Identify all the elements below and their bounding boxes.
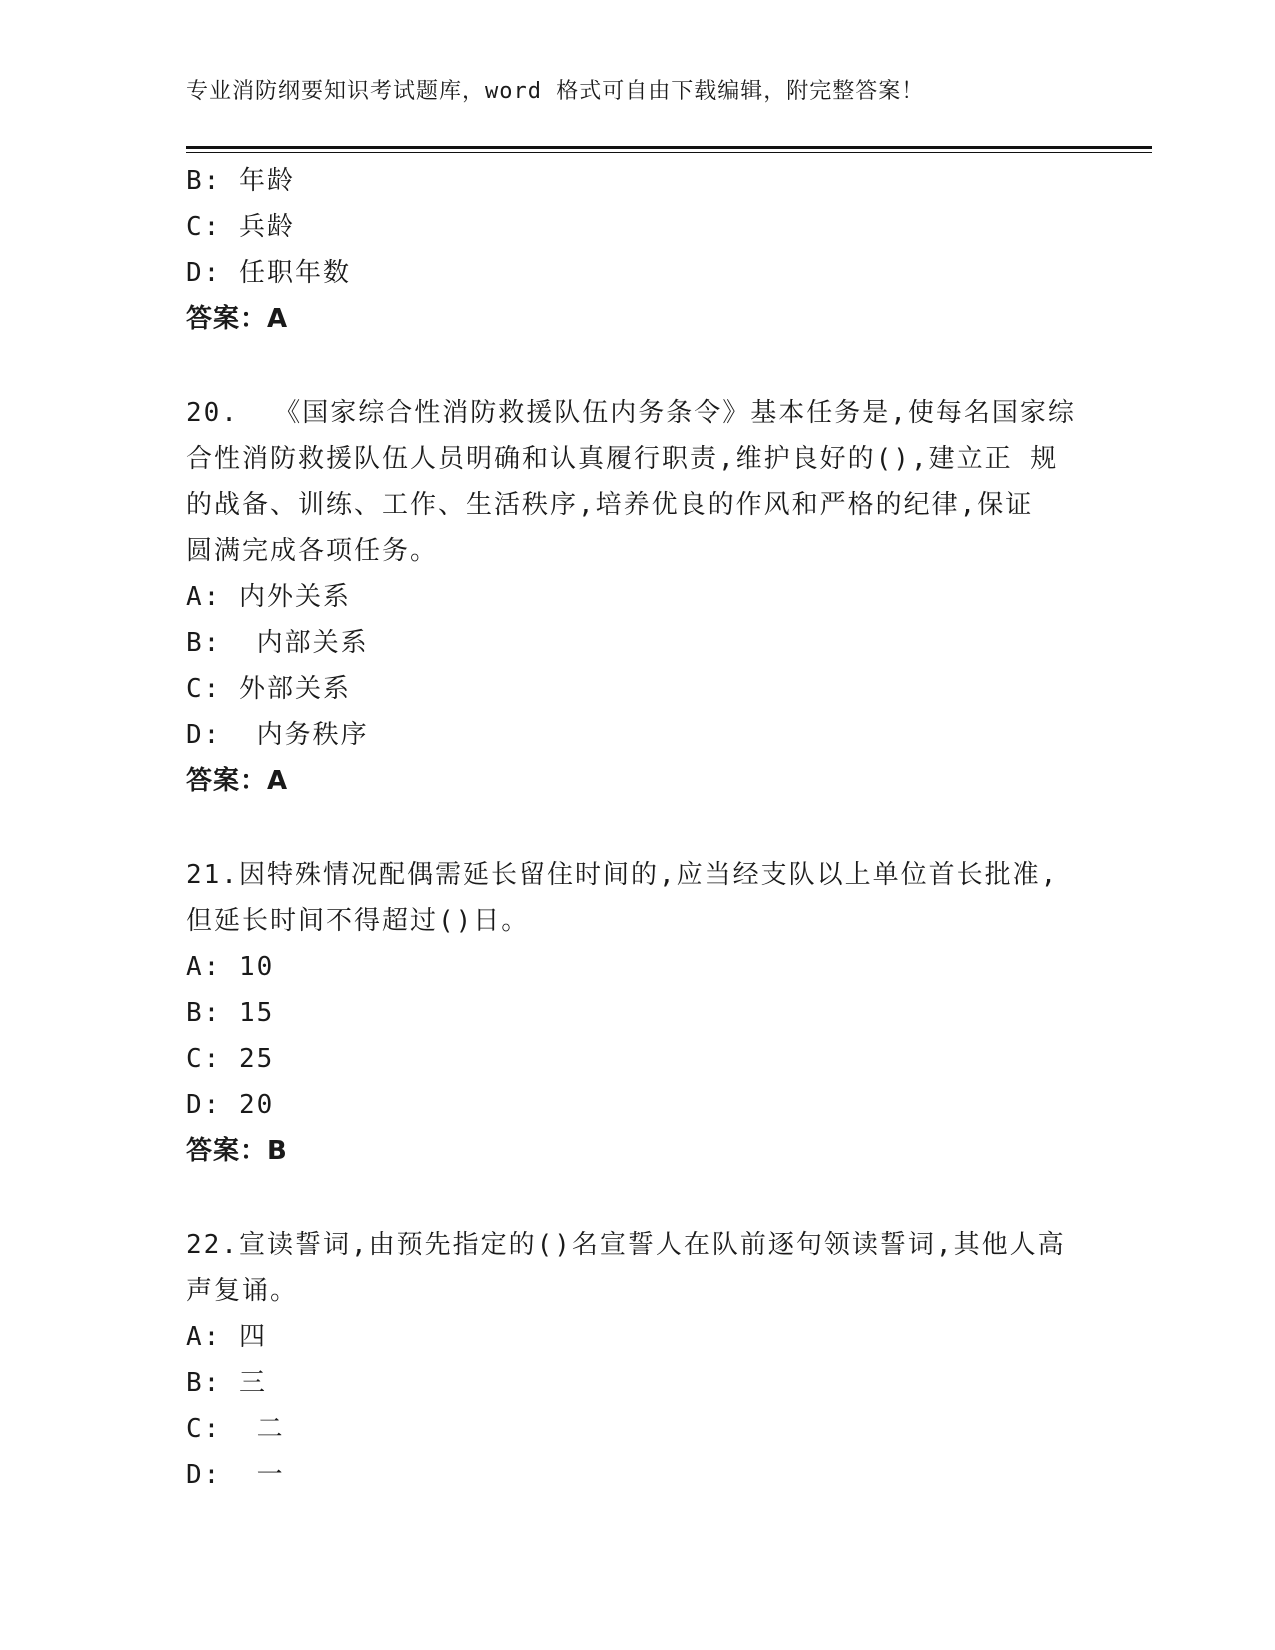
option-b: B: 三 <box>186 1368 267 1398</box>
option-d: D: 20 <box>186 1090 275 1120</box>
page-header: 专业消防纲要知识考试题库，word 格式可自由下载编辑，附完整答案！ <box>186 79 925 104</box>
option-d: D: 任职年数 <box>186 258 351 288</box>
option-c: C: 兵龄 <box>186 212 295 242</box>
option-d: D: 一 <box>186 1460 285 1490</box>
option-c: C: 外部关系 <box>186 674 351 704</box>
question-20-line-1: 20. 《国家综合性消防救援队伍内务条令》基本任务是,使每名国家综 <box>186 398 1076 428</box>
option-c: C: 25 <box>186 1044 275 1074</box>
option-b: B: 15 <box>186 998 275 1028</box>
option-a: A: 四 <box>186 1322 267 1352</box>
question-21-line-2: 但延长时间不得超过()日。 <box>186 906 530 936</box>
option-a: A: 10 <box>186 952 275 982</box>
option-c: C: 二 <box>186 1414 285 1444</box>
question-21-line-1: 21.因特殊情况配偶需延长留住时间的,应当经支队以上单位首长批准, <box>186 860 1059 890</box>
option-d: D: 内务秩序 <box>186 720 369 750</box>
answer-line: 答案：A <box>186 766 289 796</box>
option-b: B: 内部关系 <box>186 628 369 658</box>
question-22-line-1: 22.宣读誓词,由预先指定的()名宣誓人在队前逐句领读誓词,其他人高 <box>186 1230 1066 1260</box>
option-b: B: 年龄 <box>186 166 295 196</box>
question-20-line-2: 合性消防救援队伍人员明确和认真履行职责,维护良好的(),建立正 规 <box>186 444 1059 474</box>
header-rule-thick <box>186 146 1152 149</box>
question-20-line-4: 圆满完成各项任务。 <box>186 536 439 566</box>
question-20-line-3: 的战备、训练、工作、生活秩序,培养优良的作风和严格的纪律,保证 <box>186 490 1034 520</box>
option-a: A: 内外关系 <box>186 582 351 612</box>
answer-line: 答案：B <box>186 1136 288 1166</box>
question-22-line-2: 声复诵。 <box>186 1276 299 1306</box>
answer-line: 答案：A <box>186 304 289 334</box>
header-rule-thin <box>186 152 1152 153</box>
question-content <box>186 158 1086 1498</box>
